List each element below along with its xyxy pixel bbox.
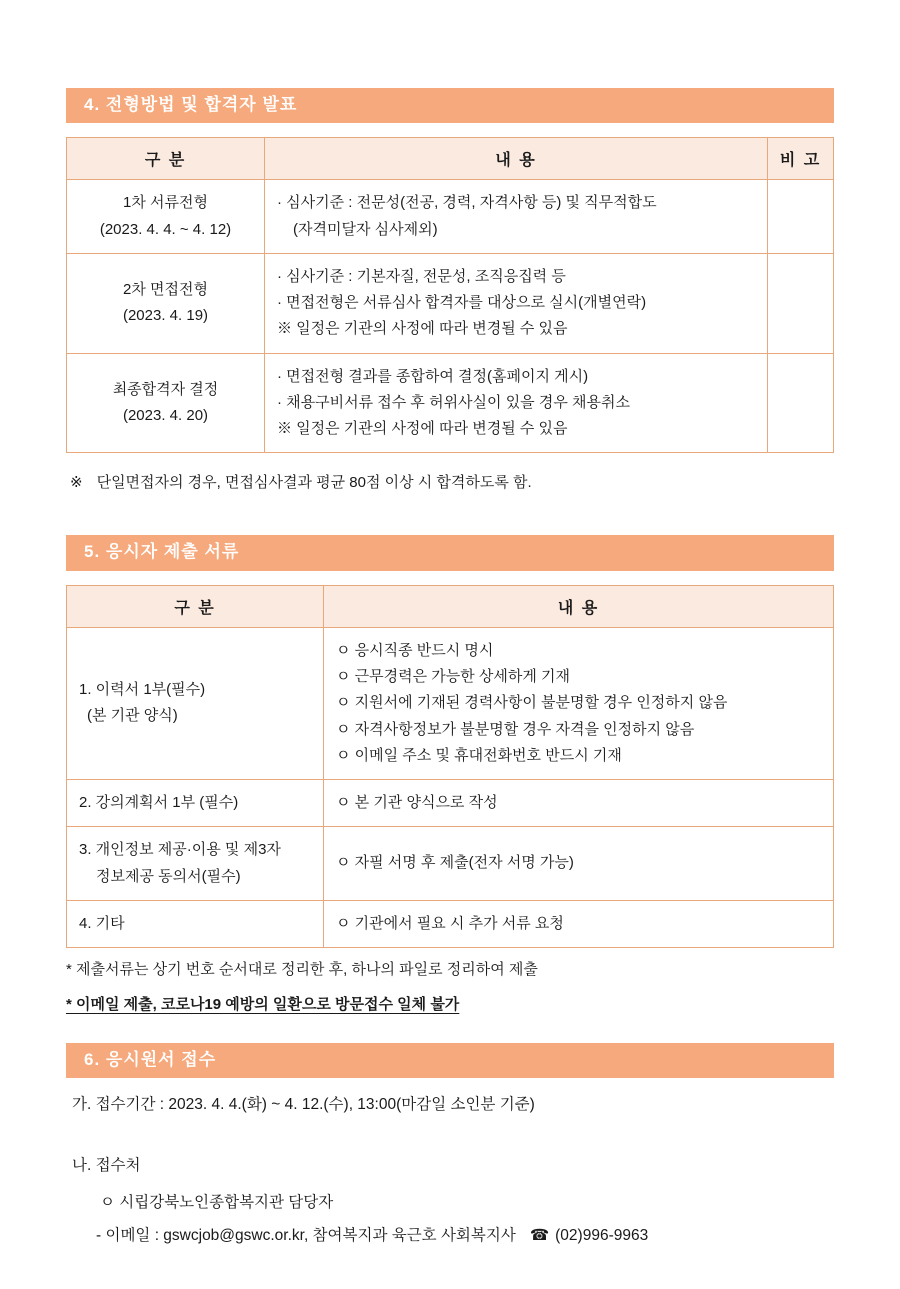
section-4-note bbox=[70, 471, 834, 495]
content-line: · 면접전형은 서류심사 합격자를 대상으로 실시(개별연락) bbox=[277, 294, 647, 312]
selection-method-table bbox=[66, 137, 834, 453]
content-line: ※ 일정은 기관의 사정에 따라 변경될 수 있음 bbox=[277, 420, 568, 438]
required-documents-table bbox=[66, 585, 834, 948]
table-row bbox=[67, 827, 834, 901]
cell-content bbox=[324, 780, 834, 827]
cell-remark bbox=[768, 253, 834, 353]
division-line-1: 최종합격자 결정 bbox=[112, 380, 219, 398]
content-line: (자격미달자 심사제외) bbox=[293, 220, 438, 238]
content-line: · 심사기준 : 전문성(전공, 경력, 자격사항 등) 및 직무적합도 bbox=[277, 194, 657, 212]
content-line: ※ 일정은 기관의 사정에 따라 변경될 수 있음 bbox=[277, 320, 568, 338]
division-line-2: (2023. 4. 20) bbox=[122, 407, 209, 425]
division-line-2: 정보제공 동의서(필수) bbox=[96, 867, 241, 885]
division-line-1: 1차 서류전형 bbox=[123, 194, 208, 212]
note-text: 단일면접자의 경우, 면접심사결과 평균 80점 이상 시 합격하도록 함. bbox=[96, 474, 532, 492]
table-row bbox=[67, 900, 834, 947]
division-line-1: 2. 강의계획서 1부 (필수) bbox=[79, 794, 239, 812]
column-header-division: 구 분 bbox=[67, 138, 265, 180]
column-header-content: 내 용 bbox=[324, 585, 834, 627]
division-line-2: (2023. 4. 4. ~ 4. 12) bbox=[99, 220, 232, 238]
cell-division bbox=[67, 780, 324, 827]
cell-content bbox=[265, 253, 768, 353]
content-line: ㅇ 근무경력은 가능한 상세하게 기재 bbox=[336, 668, 571, 686]
table-row bbox=[67, 253, 834, 353]
section-heading-4: 4. 전형방법 및 합격자 발표 bbox=[66, 88, 834, 123]
content-line: ㅇ 기관에서 필요 시 추가 서류 요청 bbox=[336, 914, 564, 932]
division-line-1: 4. 기타 bbox=[79, 914, 125, 932]
cell-division bbox=[67, 180, 265, 254]
content-line: · 면접전형 결과를 종합하여 결정(홈페이지 게시) bbox=[277, 367, 589, 385]
phone-number: (02)996-9963 bbox=[555, 1227, 649, 1245]
column-header-content: 내 용 bbox=[265, 138, 768, 180]
note-mark: ※ bbox=[70, 474, 83, 492]
content-line: ㅇ 이메일 주소 및 휴대전화번호 반드시 기재 bbox=[336, 746, 622, 764]
table-row bbox=[67, 627, 834, 779]
cell-division bbox=[67, 253, 265, 353]
section-heading-6: 6. 응시원서 접수 bbox=[66, 1043, 834, 1078]
column-header-division: 구 분 bbox=[67, 585, 324, 627]
division-line-2: (본 기관 양식) bbox=[87, 707, 178, 725]
section-5-note-1: * 제출서류는 상기 번호 순서대로 정리한 후, 하나의 파일로 정리하여 제출 bbox=[66, 961, 538, 979]
cell-content bbox=[324, 627, 834, 779]
table-row bbox=[67, 353, 834, 453]
application-receipt-label: 나. 접수처 bbox=[72, 1156, 141, 1174]
division-line-1: 1. 이력서 1부(필수) bbox=[79, 681, 206, 699]
section-5-note-2: * 이메일 제출, 코로나19 예방의 일환으로 방문접수 일체 불가 bbox=[66, 995, 460, 1013]
content-line: ㅇ 자필 서명 후 제출(전자 서명 가능) bbox=[336, 854, 574, 872]
content-line: · 채용구비서류 접수 후 허위사실이 있을 경우 채용취소 bbox=[277, 393, 630, 411]
division-line-2: (2023. 4. 19) bbox=[122, 307, 209, 325]
content-line: ㅇ 응시직종 반드시 명시 bbox=[336, 641, 494, 659]
cell-division bbox=[67, 627, 324, 779]
content-line: ㅇ 자격사항정보가 불분명할 경우 자격을 인정하지 않음 bbox=[336, 720, 695, 738]
content-line: ㅇ 지원서에 기재된 경력사항이 불분명할 경우 인정하지 않음 bbox=[336, 694, 728, 712]
column-header-remark: 비 고 bbox=[768, 138, 834, 180]
cell-remark bbox=[768, 353, 834, 453]
division-line-1: 2차 면접전형 bbox=[123, 281, 208, 299]
section-heading-5: 5. 응시자 제출 서류 bbox=[66, 535, 834, 570]
cell-content bbox=[324, 900, 834, 947]
receipt-email-text: - 이메일 : gswcjob@gswc.or.kr, 참여복지과 육근호 사회복지사 bbox=[96, 1227, 516, 1245]
table-header-row bbox=[67, 585, 834, 627]
cell-division bbox=[67, 353, 265, 453]
cell-content bbox=[265, 353, 768, 453]
cell-division bbox=[67, 900, 324, 947]
content-line: · 심사기준 : 기본자질, 전문성, 조직응집력 등 bbox=[277, 267, 566, 285]
cell-content bbox=[265, 180, 768, 254]
receipt-email-line bbox=[96, 1222, 834, 1249]
table-header-row bbox=[67, 138, 834, 180]
cell-content bbox=[324, 827, 834, 901]
table-row bbox=[67, 780, 834, 827]
table-row bbox=[67, 180, 834, 254]
content-line: ㅇ 본 기관 양식으로 작성 bbox=[336, 794, 498, 812]
application-period: 가. 접수기간 : 2023. 4. 4.(화) ~ 4. 12.(수), 13:00(마감일 소인분 기준) bbox=[72, 1096, 535, 1114]
phone-icon: ☎ bbox=[529, 1227, 550, 1245]
division-line-1: 3. 개인정보 제공·이용 및 제3자 bbox=[79, 841, 281, 859]
cell-remark bbox=[768, 180, 834, 254]
cell-division bbox=[67, 827, 324, 901]
receipt-office: ㅇ 시립강북노인종합복지관 담당자 bbox=[100, 1194, 334, 1212]
